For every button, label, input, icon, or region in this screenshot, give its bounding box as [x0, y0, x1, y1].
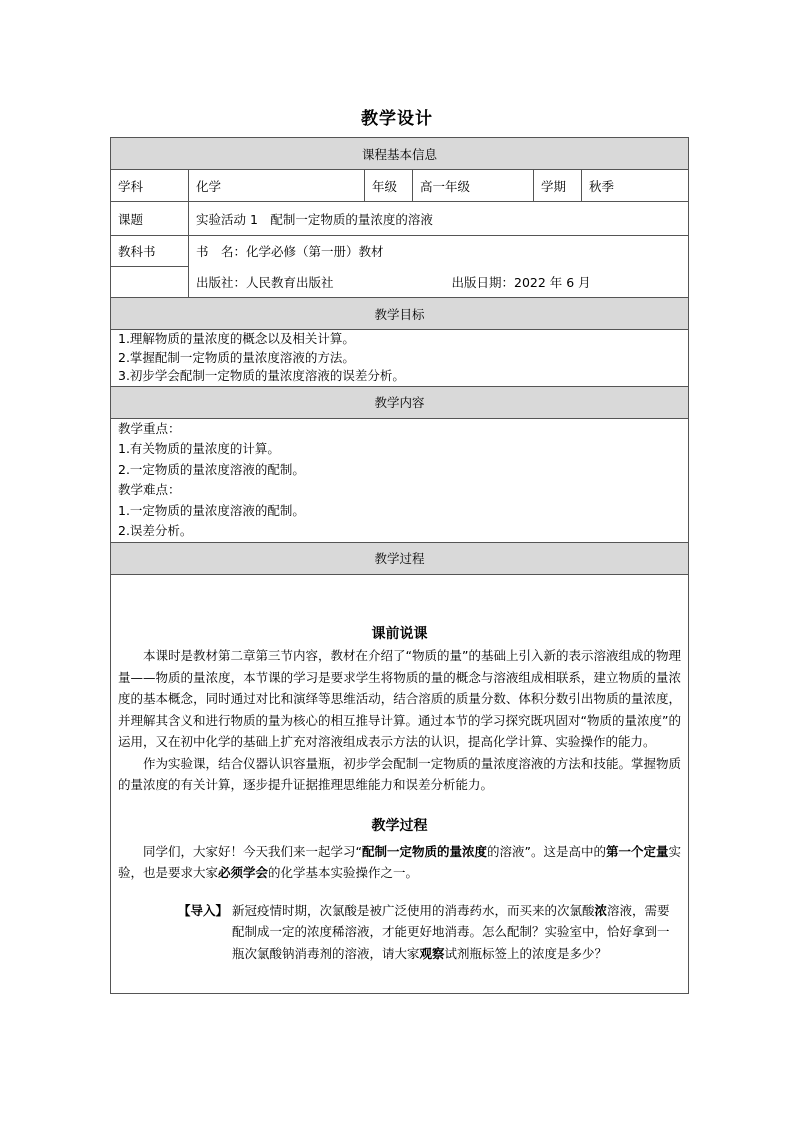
content-line: 2.一定物质的量浓度溶液的配制。	[118, 461, 305, 477]
content-line: 1.有关物质的量浓度的计算。	[118, 441, 280, 456]
goals-list	[111, 330, 689, 387]
intro-block	[178, 900, 681, 965]
lesson-plan-table	[110, 137, 689, 994]
goals-header: 教学目标	[111, 298, 689, 330]
goal-item: 3.初步学会配制一定物质的量浓度溶液的误差分析。	[118, 368, 405, 383]
intro-tag: 【导入】	[178, 902, 229, 918]
pre-lesson-para-2: 作为实验课，结合仪器认识容量瓶，初步学会配制一定物质的量浓度溶液的方法和技能。掌握物质的量浓度的有关计算，逐步提升证据推理思维能力和误差分析能力。	[118, 755, 682, 792]
grade-value: 高一年级	[413, 170, 534, 202]
content-list	[111, 418, 689, 542]
content-line: 教学重点：	[118, 420, 181, 436]
content-line: 1.一定物质的量浓度溶液的配制。	[118, 502, 305, 518]
topic-label: 课题	[111, 202, 189, 236]
goal-item: 1.理解物质的量浓度的概念以及相关计算。	[118, 331, 355, 346]
goal-item: 2.掌握配制一定物质的量浓度溶液的方法。	[118, 349, 355, 365]
intro-text: 新冠疫情时期，次氯酸是被广泛使用的消毒药水，而买来的次氯酸浓溶液，需要配制成一定的浓度稀溶液，才能更好地消毒。怎么配制？实验室中，恰好拿到一瓶次氯酸钠消毒剂的溶液，请大家观察试剂瓶标签上的浓度是多少？	[232, 902, 670, 961]
pub-date: 出版日期：2022 年 6 月	[451, 274, 591, 290]
pre-lesson-para-1: 本课时是教材第二章第三节内容，教材在介绍了“物质的量”的基础上引入新的表示溶液组成的物理量——物质的量浓度，本节课的学习是要求学生将物质的量的概念与溶液组成相联系，建立物质的量浓度的基本概念，同时通过对比和演绎等思维活动，结合溶质的质量分数、体积分数引出物质的量浓度，并理解其含义和进行物质的量为核心的相互推导计算。通过本节的学习探究既巩固对“物质的量浓度”的运用，又在初中化学的基础上扩充对溶液组成表示方法的认识，提高化学计算、实验操作的能力。	[118, 648, 682, 749]
pre-lesson-title: 课前说课	[371, 626, 428, 642]
content-header: 教学内容	[111, 386, 689, 418]
process-title: 教学过程	[371, 817, 428, 834]
subject-label: 学科	[111, 170, 189, 202]
greeting-para: 同学们，大家好！今天我们来一起学习“配制一定物质的量浓度的溶液”。这是高中的第一个定量实验，也是要求大家必须学会的化学基本实验操作之一。	[118, 843, 682, 880]
textbook-label: 教科书	[111, 236, 189, 267]
grade-label: 年级	[365, 170, 413, 202]
process-body	[111, 574, 689, 993]
subject-value: 化学	[189, 170, 365, 202]
basic-info-header: 课程基本信息	[111, 138, 689, 170]
content-line: 2.误差分析。	[118, 523, 193, 538]
process-header: 教学过程	[111, 542, 689, 574]
page-title: 教学设计	[361, 109, 433, 129]
content-line: 教学难点：	[118, 482, 181, 497]
publisher: 出版社：人民教育出版社	[196, 274, 334, 290]
term-label: 学期	[534, 170, 582, 202]
topic-value: 实验活动 1 配制一定物质的量浓度的溶液	[189, 202, 689, 236]
term-value: 秋季	[582, 170, 689, 202]
book-name: 书 名：化学必修（第一册）教材	[189, 236, 689, 267]
